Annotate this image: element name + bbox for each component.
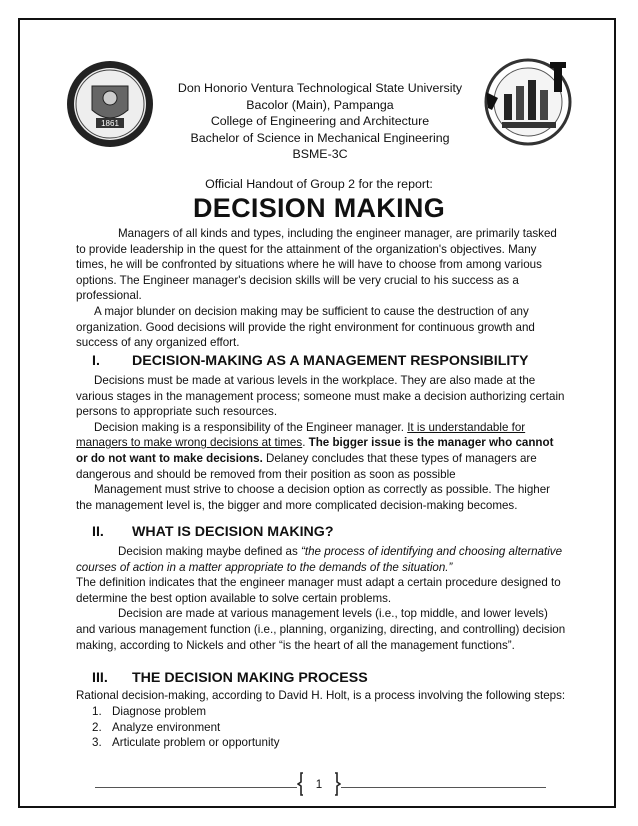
s1p2-text-a: Decision making is a responsibility of the Engineer manager. [94, 420, 408, 434]
section-3-title: THE DECISION MAKING PROCESS [132, 670, 368, 686]
step-number: 2. [92, 720, 102, 734]
section-name: BSME-3C [292, 147, 348, 161]
page-number: 1 [315, 778, 323, 791]
university-name: Don Honorio Ventura Technological State University [177, 81, 463, 95]
s2p1-definition-quote: “the process of identifying and choosing alternative courses of action in a matter appropriate to the demands of the situation.” [76, 545, 563, 574]
section-2-paragraph-2: The definition indicates that the engineer manager must adapt a certain procedure designed to determine the best option available to solve certain problems. [76, 576, 561, 605]
footer-rule-left [95, 787, 297, 788]
section-1-text [76, 373, 568, 513]
program-name: Bachelor of Science in Mechanical Engineering [190, 130, 450, 145]
s1p2-text-c: Delaney concludes that these types of managers are dangerous and should be removed from their position as soon as possible [76, 451, 537, 481]
step-number: 3. [92, 736, 102, 750]
section-3-text [76, 688, 568, 704]
section-2-title: WHAT IS DECISION MAKING? [132, 524, 334, 540]
footer-rule-right [341, 787, 546, 788]
section-2-paragraph-1 [76, 544, 568, 575]
document-title: DECISION MAKING [192, 193, 445, 223]
handout-line: Official Handout of Group 2 for the report: [205, 177, 433, 191]
campus-name: Bacolor (Main), Pampanga [246, 97, 394, 112]
step-number: 1. [92, 705, 102, 718]
section-2-number: II. [92, 524, 104, 540]
intro-paragraph-1: Managers of all kinds and types, including the engineer manager, are primarily tasked to provide leadership in the quest for the attainment of the organization's objectives. Many times, he will be confronted by situations where he will have to choose from among various options. The Engineer manager's decision skills will be very crucial to his success as a professional. [76, 227, 557, 303]
section-1-paragraph-3: Management must strive to choose a decision option as correctly as possible. The higher the management level is, the bigger and more complicated decision-making becomes. [76, 483, 551, 512]
section-1-title: DECISION-MAKING AS A MANAGEMENT RESPONSIBILITY [132, 353, 529, 369]
section-1-number: I. [92, 353, 100, 369]
section-3-heading [92, 670, 368, 686]
s1p2-text-b: . [302, 436, 309, 450]
section-2-paragraph-3: Decision are made at various management levels (i.e., top middle, and lower levels) and various management function (i.e., planning, organizing, directing, and controlling) decision making, according to Nickels and other “is the heart of all the management functions”. [76, 607, 566, 652]
college-name: College of Engineering and Architecture [210, 114, 430, 128]
institution-header [150, 80, 490, 163]
s1p2-underlined-text: It is understandable for managers to make wrong decisions at times [76, 420, 526, 450]
section-2-heading [92, 524, 334, 540]
s2p1-text: Decision making maybe defined as [118, 545, 302, 558]
list-item [92, 720, 280, 736]
step-text: Articulate problem or opportunity [112, 736, 280, 750]
seal-year: 1861 [101, 119, 119, 128]
list-item [92, 735, 280, 751]
list-item [92, 704, 280, 720]
intro-paragraph-2: A major blunder on decision making may be sufficient to cause the destruction of any organization. Good decisions will provide the right environment for continuous growth and success of any organized effort. [76, 304, 535, 350]
intro-text [76, 226, 568, 351]
section-1-heading [92, 353, 528, 369]
process-steps-list [92, 704, 280, 751]
section-2-text [76, 544, 568, 653]
university-seal-logo [66, 60, 154, 148]
section-1-paragraph-2 [76, 420, 568, 482]
step-text: Analyze environment [112, 720, 221, 734]
section-3-number: III. [92, 670, 108, 686]
s1p2-bold-text: The bigger issue is the manager who cannot or do not want to make decisions. [76, 436, 554, 465]
college-logo [484, 52, 576, 150]
section-1-paragraph-1: Decisions must be made at various levels in the workplace. They are also made at the various stages in the management process; someone must make a decision authorizing certain persons to appropriate such resources. [76, 374, 565, 419]
step-text: Diagnose problem [112, 705, 207, 718]
section-3-intro: Rational decision-making, according to David H. Holt, is a process involving the following steps: [76, 689, 566, 702]
